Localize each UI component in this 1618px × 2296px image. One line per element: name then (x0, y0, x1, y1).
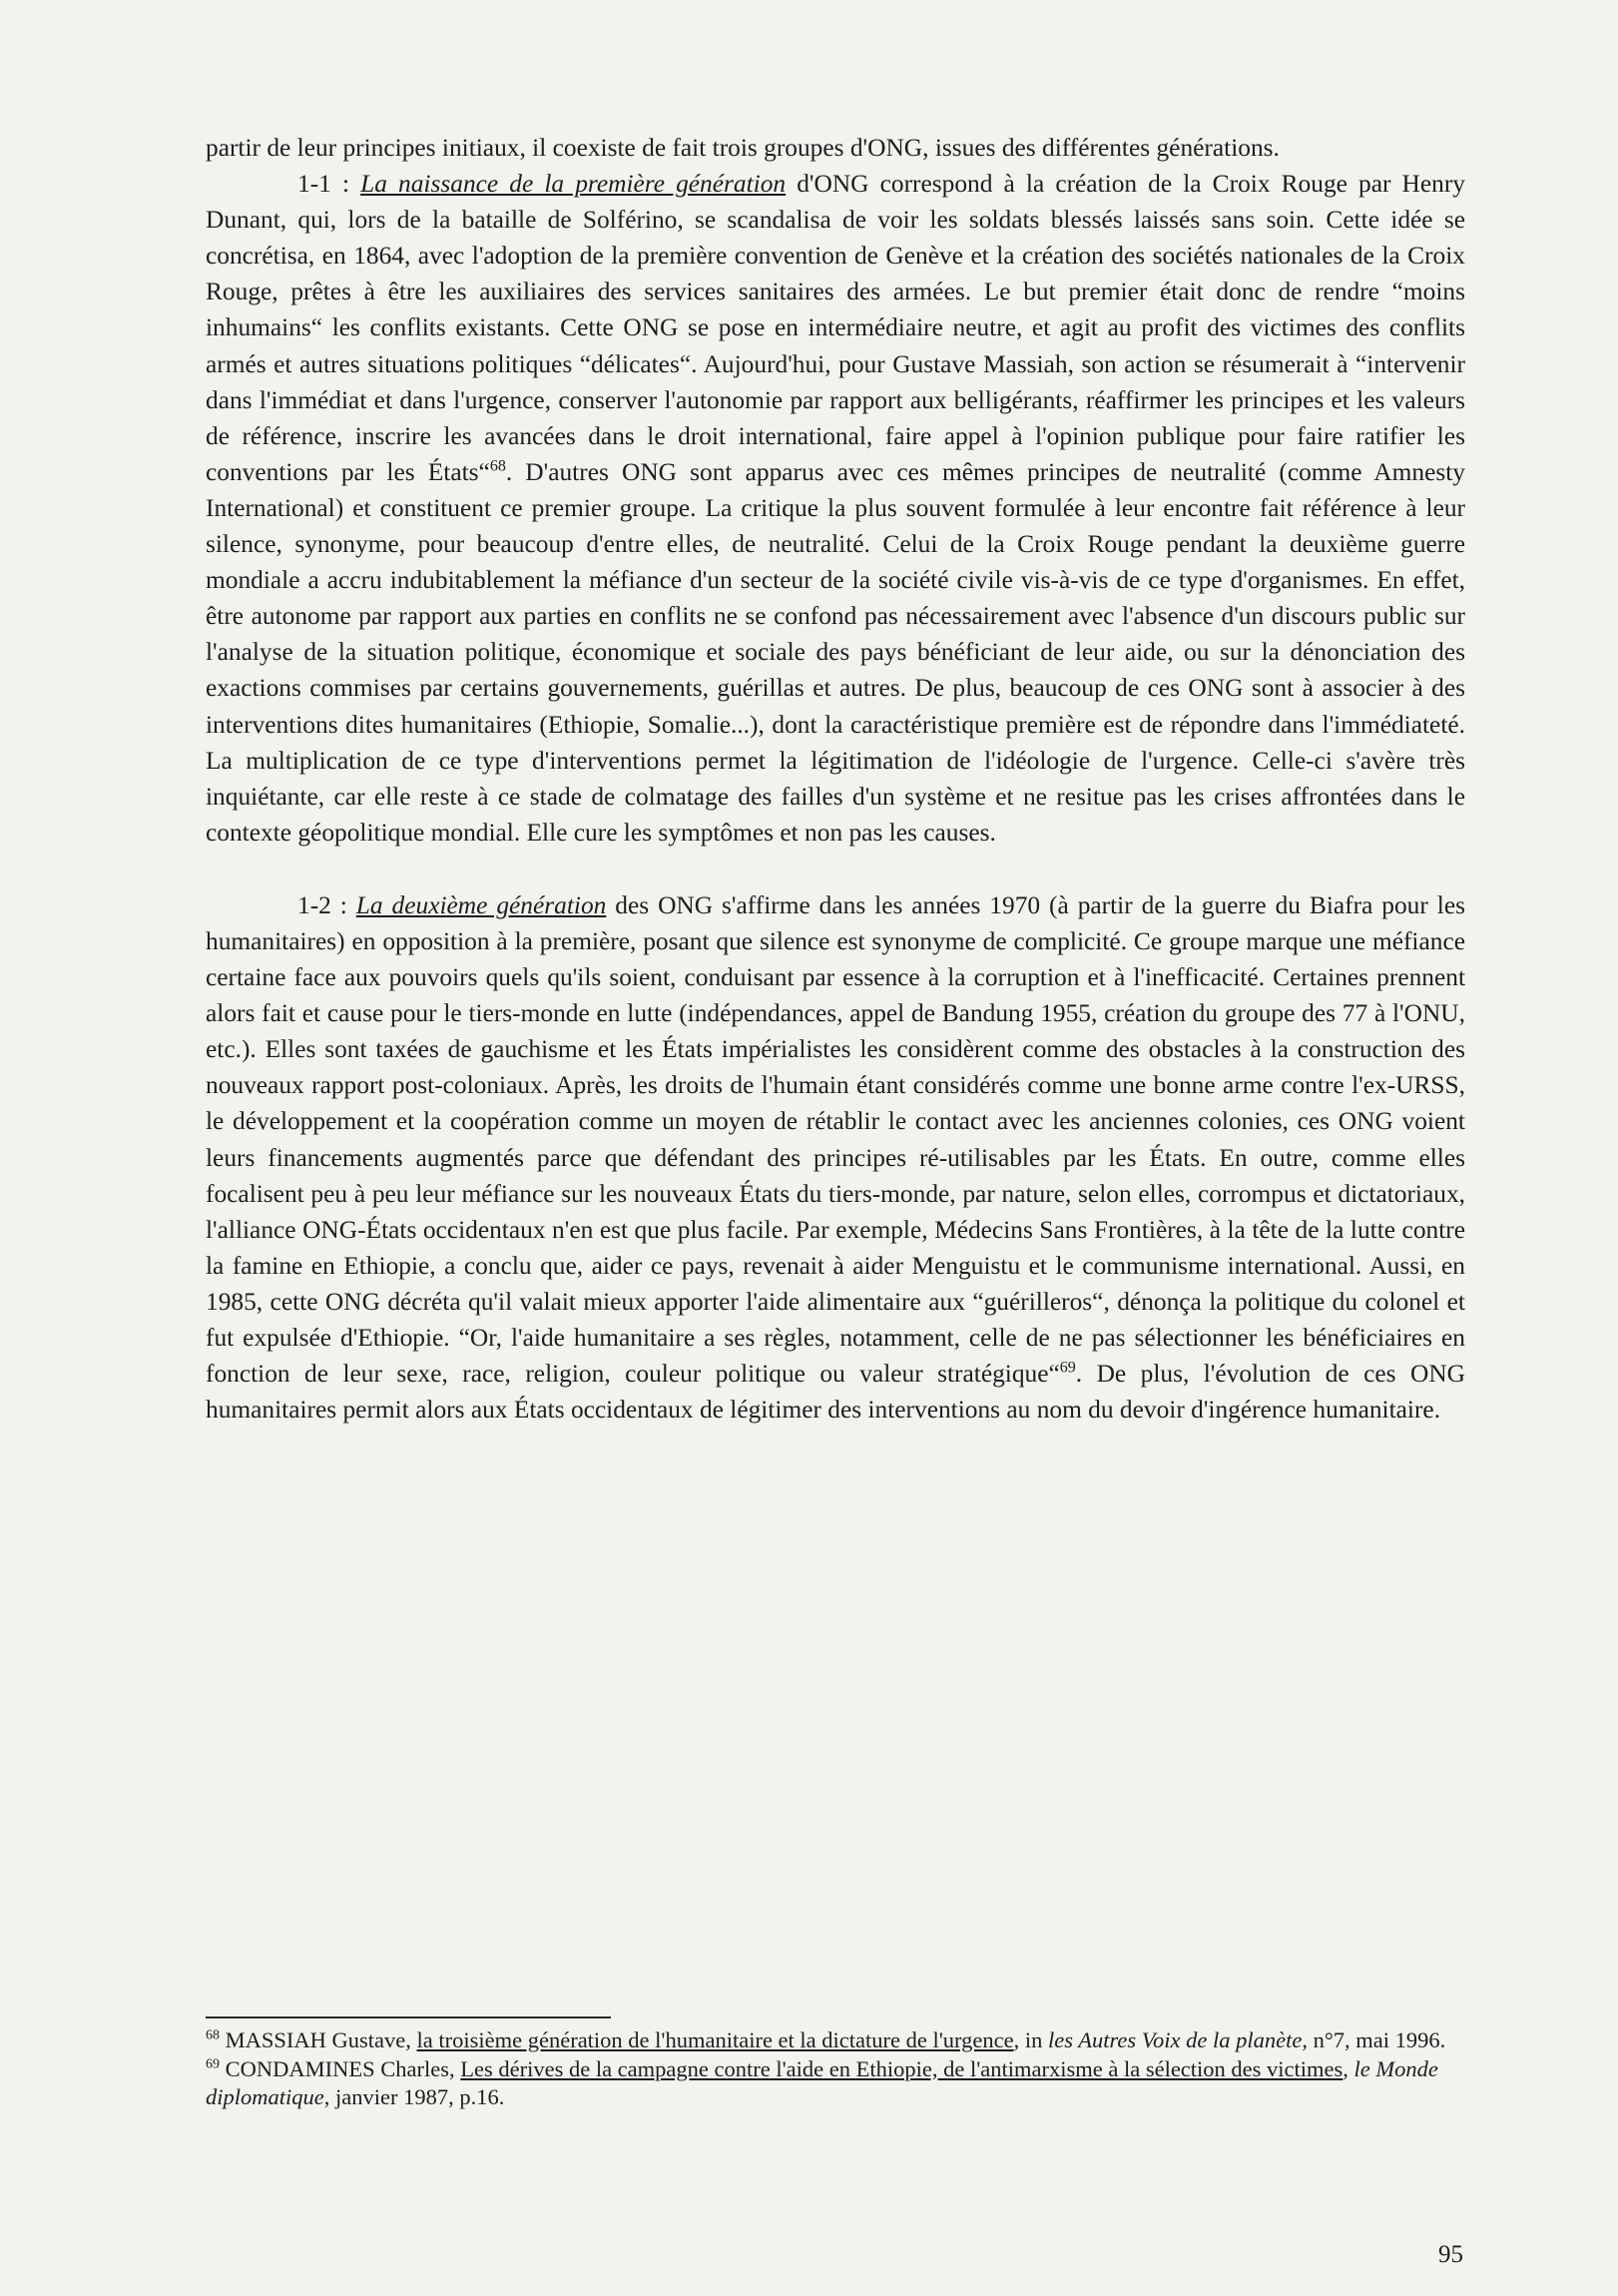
page-number: 95 (1438, 2241, 1463, 2268)
footnote-number: 69 (206, 2056, 220, 2071)
footnote-title: Les dérives de la campagne contre l'aide en Ethiopie, de l'antimarxisme à la sélection des victimes (460, 2055, 1344, 2081)
paragraph-text: . D'autres ONG sont apparus avec ces mêmes principes de neutralité (comme Amnesty International) et constituent ce premier groupe. La critique la plus souvent formulée à leur encontre fait référence à leur silence, synonyme, pour beaucoup d'entre elles, de neutralité. Celui de la Croix Rouge pendant la deuxième guerre mondiale a accru indubitablement la méfiance d'un secteur de la société civile vis-à-vis de ce type d'organismes. En effet, être autonome par rapport aux parties en conflits ne se confond pas nécessairement avec l'absence d'un discours public sur l'analyse de la situation politique, économique et sociale des pays bénéficiant de leur aide, ou sur la dénonciation des exactions commises par certains gouvernements, guérillas et autres. De plus, beaucoup de ces ONG sont à associer à des interventions dites humanitaires (Ethiopie, Somalie...), dont la caractéristique première est de répondre dans l'immédiateté. La multiplication de ce type d'interventions permet la légitimation de l'idéologie de l'urgence. Celle-ci s'avère très inquiétante, car elle reste à ce stade de colmatage des failles d'un système et ne resitue pas les crises affrontées dans le contexte géopolitique mondial. Elle cure les symptômes et non pas les causes. (206, 457, 1465, 847)
section-title-first-generation: La naissance de la première génération (360, 170, 787, 199)
footnote-title: la troisième génération de l'humanitaire et la dictature de l'urgence (416, 2027, 1014, 2052)
section-number-1-2: 1-2 : (297, 890, 356, 919)
footnote-author: MASSIAH Gustave, (220, 2027, 417, 2052)
paragraph-second-generation (206, 887, 1465, 1428)
footnote-author: CONDAMINES Charles, (220, 2055, 461, 2081)
section-number-1-1: 1-1 : (297, 170, 361, 199)
footnote-separator (206, 2016, 611, 2018)
section-title-second-generation: La deuxième génération (355, 890, 607, 919)
body-text (206, 130, 1465, 1428)
footnote-publication: le Monde diplomatique (206, 2055, 1438, 2109)
footnote-68: $^{68}$ MASSIAH Gustave, la troisième génération de l'humanitaire et la dictature de l'urgence, in les Autres Voix de la planète, n°7, mai 1996. (206, 2027, 1446, 2052)
footnotes (206, 2026, 1465, 2112)
paragraph-text: des ONG s'affirme dans les années 1970 (à partir de la guerre du Biafra pour les humanitaires) en opposition à la première, posant que silence est synonyme de complicité. Ce groupe marque une méfiance certaine face aux pouvoirs quels qu'ils soient, conduisant par essence à la corruption et à l'inefficacité. Certaines prennent alors fait et cause pour le tiers-monde en lutte (indépendances, appel de Bandung 1955, création du groupe des 77 à l'ONU, etc.). Elles sont taxées de gauchisme et les États impérialistes les considèrent comme des obstacles à la construction des nouveaux rapport post-coloniaux. Après, les droits de l'humain étant considérés comme une bonne arme contre l'ex-URSS, le développement et la coopération comme un moyen de rétablir le contact avec les anciennes colonies, ces ONG voient leurs financements augmentés parce que défendant des principes ré-utilisables par les États. En outre, comme elles focalisent peu à peu leur méfiance sur les nouveaux États du tiers-monde, par nature, selon elles, corrompus et dictatoriaux, l'alliance ONG-États occidentaux n'en est que plus facile. Par exemple, Médecins Sans Frontières, à la tête de la lutte contre la famine en Ethiopie, a conclu que, aider ce pays, revenait à aider Menguistu et le communisme international. Aussi, en 1985, cette ONG décréta qu'il valait mieux apporter l'aide alimentaire aux “guérilleros“, dénonça la politique du colonel et fut expulsée d'Ethiopie. “Or, l'aide humanitaire a ses règles, notamment, celle de ne pas sélectionner les bénéficiaires en fonction de leur sexe, race, religion, couleur politique ou valeur stratégique“ (206, 890, 1465, 1389)
paragraph-text: d'ONG correspond à la création de la Croix Rouge par Henry Dunant, qui, lors de la bataille de Solférino, se scandalisa de voir les soldats blessés laissés sans soin. Cette idée se concrétisa, en 1864, avec l'adoption de la première convention de Genève et la création des sociétés nationales de la Croix Rouge, prêtes à être les auxiliaires des services sanitaires des armées. Le but premier était donc de rendre “moins inhumains“ les conflits existants. Cette ONG se pose en intermédiaire neutre, et agit au profit des victimes des conflits armés et autres situations politiques “délicates“. Aujourd'hui, pour Gustave Massiah, son action se résumerait à “intervenir dans l'immédiat et dans l'urgence, conserver l'autonomie par rapport aux belligérants, réaffirmer les principes et les valeurs de référence, inscrire les avancées dans le droit international, faire appel à l'opinion publique pour faire ratifier les conventions par les États“ (206, 170, 1465, 486)
paragraph-text: . De plus, l'évolution de ces ONG humanitaires permit alors aux États occidentaux de légitimer des interventions au nom du devoir d'ingérence humanitaire. (206, 1360, 1465, 1425)
footnote-ref-68[interactable]: 68 (489, 457, 506, 475)
footnote-69: $^{69}$ CONDAMINES Charles, Les dérives de la campagne contre l'aide en Ethiopie, de l'antimarxisme à la sélection des victimes, le Monde diplomatique, janvier 1987, p.16. (206, 2055, 1438, 2109)
footnote-number: 68 (206, 2027, 220, 2043)
paragraph-first-generation (206, 166, 1465, 851)
footnote-ref-69[interactable]: 69 (1059, 1359, 1076, 1377)
intro-paragraph: partir de leur principes initiaux, il coexiste de fait trois groupes d'ONG, issues des différentes générations. (206, 134, 1280, 162)
footnote-publication: les Autres Voix de la planète (1047, 2027, 1303, 2052)
